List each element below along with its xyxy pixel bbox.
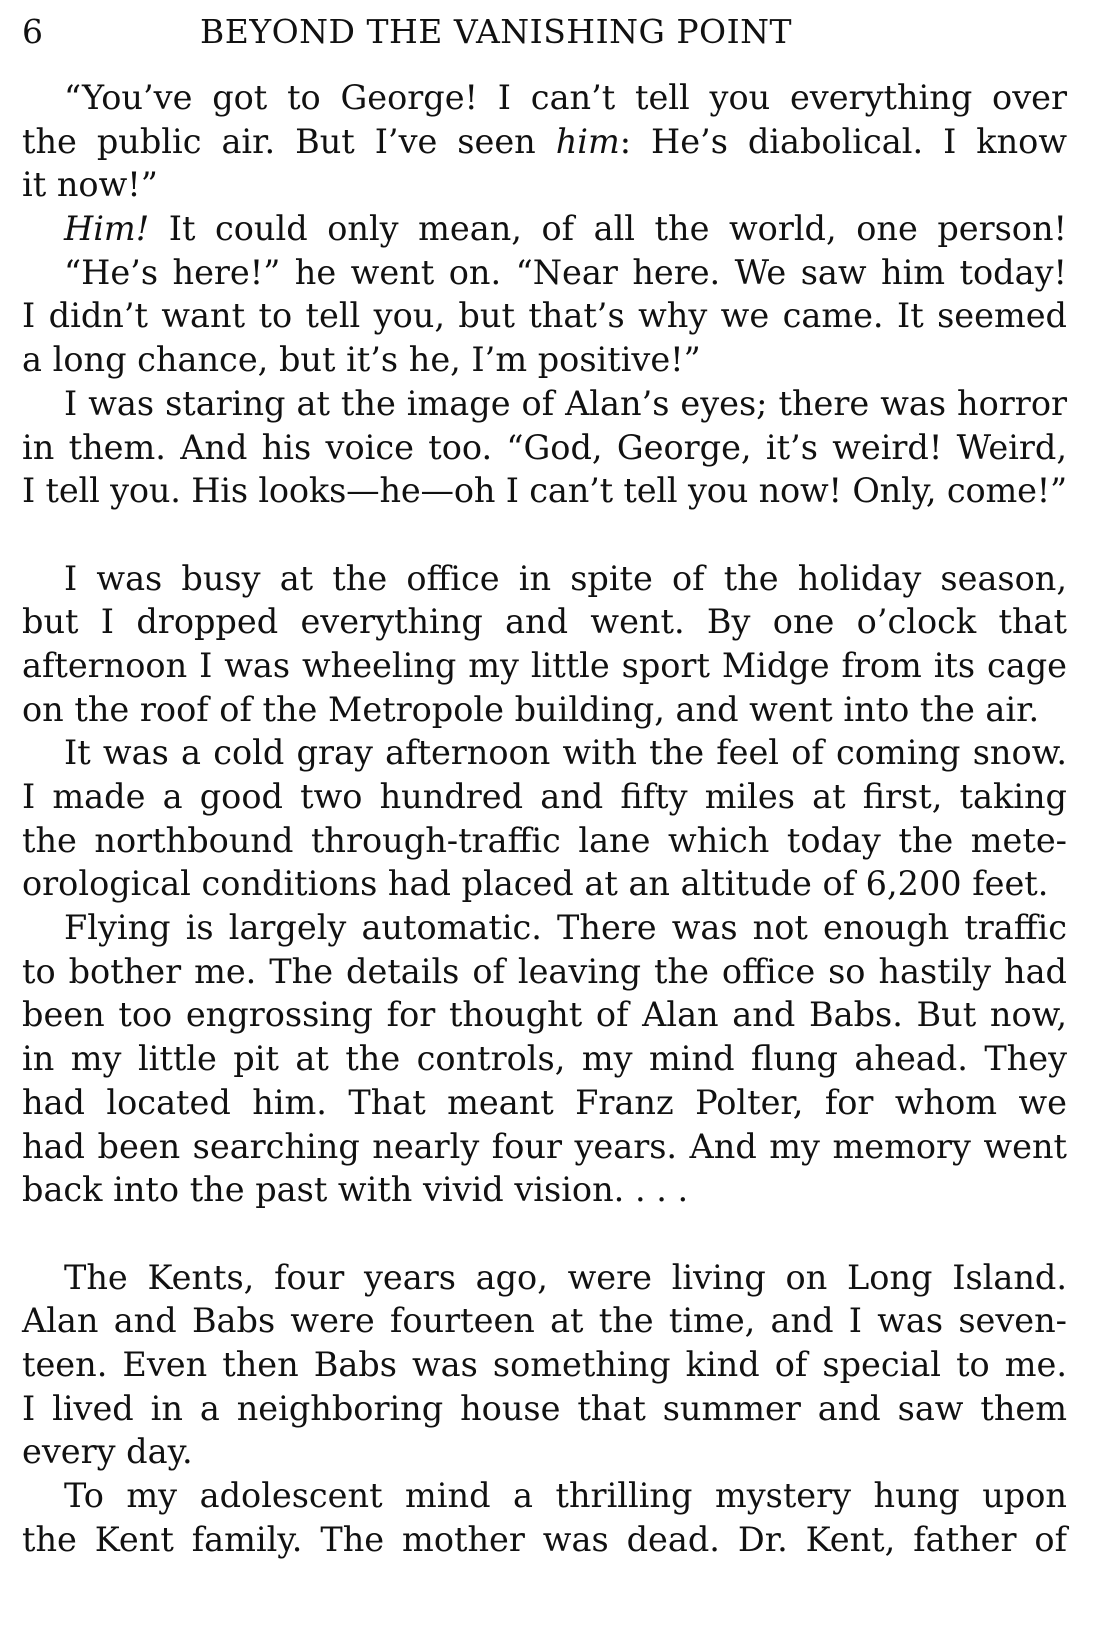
running-head: BEYOND THE VANISHING POINT <box>200 12 793 51</box>
text-run: but I dropped everything and went. By one o’clock that <box>22 602 1067 642</box>
text-line <box>22 382 1067 426</box>
text-line <box>22 426 1067 470</box>
text-run: I made a good two hundred and fifty miles at first, taking <box>22 777 1067 816</box>
text-line <box>22 1256 1067 1300</box>
text-run: I lived in a neighboring house that summer and saw them <box>22 1388 1067 1428</box>
text-line <box>22 731 1067 775</box>
text-line <box>22 688 1067 732</box>
text-run: on the roof of the Metropole building, and went into the air. <box>22 689 1040 729</box>
text-line <box>22 207 1067 251</box>
text-line <box>22 1430 1067 1474</box>
text-line <box>22 251 1067 295</box>
text-line <box>22 120 1067 164</box>
text-run: afternoon I was wheeling my little sport Midge from its cage <box>22 645 1067 685</box>
text-run: had located him. That meant Franz Polter, for whom we <box>22 1082 1067 1122</box>
text-line <box>22 644 1067 688</box>
text-run: teen. Even then Babs was something kind of special to me. <box>22 1344 1067 1384</box>
text-run: To my adolescent mind a thrilling mystery hung upon <box>64 1476 1067 1515</box>
text-run: it now!” <box>22 165 158 205</box>
text-line <box>22 950 1067 994</box>
text-line <box>22 993 1067 1037</box>
text-line <box>22 294 1067 338</box>
text-line <box>22 775 1067 819</box>
text-line <box>22 163 1067 207</box>
text-run: had been searching nearly four years. And my memory went <box>22 1126 1067 1166</box>
text-run: in them. And his voice too. “God, George, it’s weird! Weird, <box>22 427 1067 467</box>
text-line <box>22 862 1067 906</box>
text-run: It was a cold gray afternoon with the feel of coming snow. <box>64 733 1067 773</box>
text-line <box>22 1518 1067 1562</box>
text-run: to bother me. The details of leaving the office so hastily had <box>22 951 1067 991</box>
page-number: 6 <box>22 12 44 51</box>
text-line <box>22 76 1067 120</box>
text-run: been too engrossing for thought of Alan and Babs. But now, <box>22 995 1067 1035</box>
italic-text: Him! <box>64 209 150 249</box>
text-run: I was busy at the office in spite of the holiday season, <box>64 558 1067 598</box>
text-line <box>22 600 1067 644</box>
page-header <box>22 8 1062 56</box>
text-line <box>22 338 1067 382</box>
text-line <box>22 1343 1067 1387</box>
text-run: every day. <box>22 1432 193 1472</box>
text-line <box>22 1299 1067 1343</box>
text-line <box>22 906 1067 950</box>
text-run: back into the past with vivid vision. . . . <box>22 1170 689 1210</box>
text-line <box>22 819 1067 863</box>
text-run: a long chance, but it’s he, I’m positive!” <box>22 340 701 380</box>
text-run: Alan and Babs were fourteen at the time, and I was seven- <box>22 1301 1067 1341</box>
section-break <box>22 513 1067 557</box>
text-run: It could only mean, of all the world, one person! <box>149 209 1067 249</box>
text-run: The Kents, four years ago, were living on Long Island. <box>64 1257 1067 1297</box>
text-line <box>22 469 1067 513</box>
text-run: I tell you. His looks—he—oh I can’t tell you now! Only, come!” <box>22 471 1068 511</box>
text-run: the northbound through-traffic lane which today the mete- <box>22 820 1067 860</box>
text-run: : He’s diabolical. I know <box>619 121 1067 161</box>
text-run: orological conditions had placed at an altitude of 6,200 feet. <box>22 864 1049 904</box>
text-run: “He’s here!” he went on. “Near here. We saw him today! <box>64 252 1067 292</box>
text-line <box>22 1168 1067 1212</box>
text-line <box>22 1474 1067 1518</box>
text-line <box>22 1037 1067 1081</box>
text-run: the public air. But I’ve seen <box>22 121 556 161</box>
text-run: the Kent family. The mother was dead. Dr. Kent, father of <box>22 1519 1067 1559</box>
text-line <box>22 1387 1067 1431</box>
text-run: Flying is largely automatic. There was not enough traffic <box>64 908 1067 948</box>
text-run: “You’ve got to George! I can’t tell you everything over <box>64 78 1067 117</box>
text-line <box>22 1081 1067 1125</box>
text-run: I was staring at the image of Alan’s eyes; there was horror <box>64 383 1067 423</box>
italic-text: him <box>555 121 620 161</box>
text-line <box>22 557 1067 601</box>
text-run: I didn’t want to tell you, but that’s why we came. It seemed <box>22 296 1067 336</box>
text-run: in my little pit at the controls, my mind flung ahead. They <box>22 1039 1067 1079</box>
text-line <box>22 1125 1067 1169</box>
section-break <box>22 1212 1067 1256</box>
body-text <box>22 76 1067 1561</box>
